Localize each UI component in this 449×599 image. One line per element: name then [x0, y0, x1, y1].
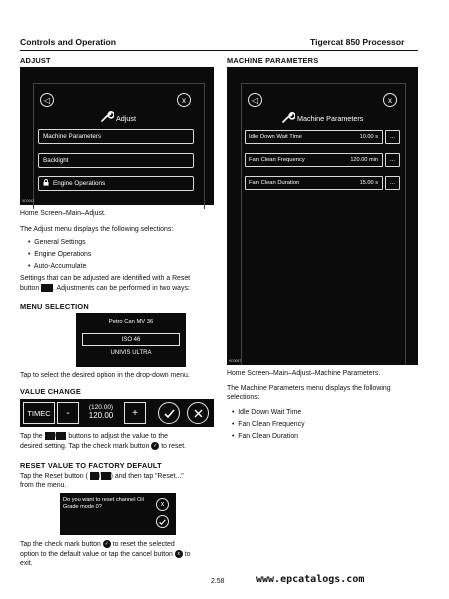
text-part: to reset the selected: [112, 540, 175, 548]
text-part: to: [184, 550, 191, 558]
bullet-item: • Engine Operations: [28, 251, 92, 258]
param-label: Fan Clean Frequency: [249, 157, 305, 163]
text-part: to reset.: [161, 442, 187, 450]
dropdown-option-selected[interactable]: [82, 333, 180, 346]
cancel-icon[interactable]: x: [156, 498, 169, 511]
menu-item-machine-parameters[interactable]: [38, 129, 194, 144]
menu-item-label: Machine Parameters: [43, 133, 102, 140]
bullet-item: • Fan Clean Duration: [232, 433, 299, 440]
value-label: TIMEC: [27, 408, 51, 418]
adjust-screen-title: Adjust: [116, 114, 136, 123]
param-value: 15.00 s: [359, 180, 378, 186]
header-right-title: Tigercat 850 Processor: [310, 37, 405, 47]
machine-parameters-caption: Home Screen–Main–Adjust–Machine Parameters.: [227, 370, 381, 377]
check-icon[interactable]: [156, 515, 169, 528]
minus-label: -: [66, 407, 70, 419]
value-display: [81, 402, 121, 424]
plus-label: +: [132, 407, 138, 419]
text-part: buttons to adjust the value to the: [68, 432, 168, 440]
page-number: 2.58: [211, 578, 225, 585]
param-more-button[interactable]: [385, 130, 400, 144]
menu-item-label: Engine Operations: [53, 180, 106, 187]
back-icon[interactable]: ◁: [248, 93, 262, 107]
plus-icon: [56, 432, 66, 440]
param-value: 120.00 min: [350, 157, 378, 163]
cancel-icon: x: [175, 550, 183, 558]
reset-factory-line1: [20, 472, 184, 481]
back-icon[interactable]: ◁: [40, 93, 54, 107]
figure-tag: 9C0087: [229, 359, 242, 363]
bullet-item: • General Settings: [28, 239, 86, 246]
param-more-button[interactable]: [385, 176, 400, 190]
reset-text-line1: Settings that can be adjusted are identified with a Reset: [20, 275, 191, 282]
machine-parameters-screen: [227, 67, 418, 365]
param-label: Idle Down Wait Time: [249, 134, 302, 140]
bullet-label: General Settings: [34, 239, 86, 246]
reset-button-icon: [41, 284, 53, 292]
param-more-button[interactable]: [385, 153, 400, 167]
more-label: ...: [389, 134, 395, 140]
old-value: (120.00): [88, 404, 114, 411]
reset-factory-line5: exit.: [20, 560, 33, 567]
value-change-text-line2: [20, 442, 186, 451]
more-label: ...: [389, 157, 395, 163]
value-label-box: [23, 402, 55, 424]
reset-factory-line2: from the menu.: [20, 482, 67, 489]
header-left-title: Controls and Operation: [20, 37, 116, 47]
dropdown-option[interactable]: Petro Can MV 36: [108, 319, 154, 325]
param-row-fan-clean-duration[interactable]: [245, 176, 383, 190]
value-change-heading: VALUE CHANGE: [20, 387, 81, 396]
check-icon: ✓: [153, 443, 158, 449]
minus-button[interactable]: [57, 402, 79, 424]
machine-parameters-screen-border: [241, 83, 406, 365]
text-part: option to the default value or tap the cancel button: [20, 550, 173, 558]
figure-tag: 9C0042: [22, 199, 35, 203]
close-icon[interactable]: x: [383, 93, 397, 107]
value-change-text-line1: [20, 432, 168, 441]
text-part: Tap the: [20, 432, 43, 440]
text-part: desired setting. Tap the check mark button: [20, 442, 150, 450]
plus-button[interactable]: [124, 402, 146, 424]
param-value: 10.00 s: [359, 134, 378, 140]
param-label: Fan Clean Duration: [249, 180, 300, 186]
bullet-item: • Fan Clean Frequency: [232, 421, 305, 428]
menu-item-backlight[interactable]: [38, 153, 194, 168]
header-rule: [20, 50, 418, 51]
bullet-item: • Idle Down Wait Time: [232, 409, 302, 416]
reset-factory-line4: [20, 550, 190, 559]
adjust-intro: The Adjust menu displays the following selections:: [20, 226, 174, 233]
machine-parameters-intro: The Machine Parameters menu displays the following selections:: [227, 385, 391, 401]
bullet-label: Fan Clean Frequency: [238, 421, 305, 428]
reset-menu-icon: [101, 472, 111, 480]
cancel-icon[interactable]: [187, 402, 209, 424]
param-row-idle-down-wait-time[interactable]: [245, 130, 383, 144]
reset-text-line2: [20, 284, 190, 293]
wrench-icon: [281, 110, 295, 124]
adjust-heading: ADJUST: [20, 56, 51, 65]
close-icon[interactable]: x: [177, 93, 191, 107]
dropdown-option[interactable]: UNIVIS ULTRA: [110, 350, 152, 356]
param-row-fan-clean-frequency[interactable]: [245, 153, 383, 167]
check-icon: ✓: [104, 541, 109, 547]
reset-text-part: button: [20, 284, 40, 292]
text-part: Tap the check mark button: [20, 540, 101, 548]
reset-factory-line3: [20, 540, 175, 549]
reset-factory-heading: RESET VALUE TO FACTORY DEFAULT: [20, 461, 162, 470]
site-watermark: www.epcatalogs.com: [256, 574, 365, 585]
minus-icon: [45, 432, 55, 440]
lock-icon: [43, 179, 49, 188]
reset-text-part: . Adjustments can be performed in two ways:: [53, 284, 190, 292]
menu-item-label: Backlight: [43, 157, 69, 164]
bullet-label: Fan Clean Duration: [238, 433, 299, 440]
bullet-label: Idle Down Wait Time: [238, 409, 302, 416]
wrench-icon: [100, 109, 114, 123]
menu-selection-heading: MENU SELECTION: [20, 302, 89, 311]
bullet-label: Auto-Accumulate: [33, 263, 87, 270]
check-icon[interactable]: [158, 402, 180, 424]
dropdown-option-label: ISO 46: [121, 336, 141, 343]
bullet-label: Engine Operations: [34, 251, 92, 258]
reset-icon: [90, 472, 99, 480]
bullet-item: • Auto-Accumulate: [28, 263, 87, 270]
text-part: ) and then tap "Reset...": [110, 472, 184, 480]
text-part: Tap the Reset button (: [20, 472, 88, 480]
machine-parameters-screen-title: Machine Parameters: [297, 114, 364, 123]
more-label: ...: [389, 180, 395, 186]
reset-dialog-text: Do you want to reset channel Oil Grade mode 0?: [63, 497, 144, 510]
menu-selection-text: Tap to select the desired option in the drop-down menu.: [20, 372, 190, 379]
adjust-caption: Home Screen–Main–Adjust.: [20, 210, 106, 217]
new-value: 120.00: [88, 411, 114, 420]
menu-item-engine-operations[interactable]: [38, 176, 194, 191]
machine-parameters-heading: MACHINE PARAMETERS: [227, 56, 319, 65]
